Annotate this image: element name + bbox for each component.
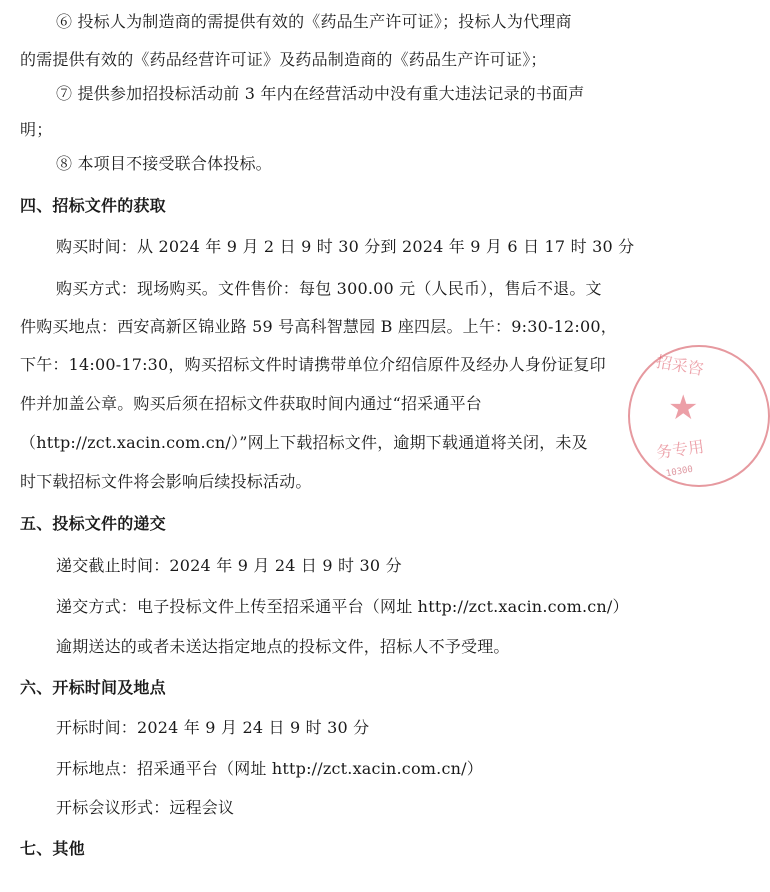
section-5-heading: 五、投标文件的递交 xyxy=(20,514,166,533)
purchase-method-line-1: 购买方式：现场购买。文件售价：每包 300.00 元（人民币），售后不退。文 xyxy=(56,279,602,298)
seal-code: 10300 xyxy=(665,464,694,480)
qualification-item-6-line-1: ⑥ 投标人为制造商的需提供有效的《药品生产许可证》；投标人为代理商 xyxy=(56,12,572,31)
late-submission-notice: 逾期送达的或者未送达指定地点的投标文件，招标人不予受理。 xyxy=(56,637,510,656)
seal-text-top: 招采咨 xyxy=(654,351,706,380)
qualification-item-8: ⑧ 本项目不接受联合体投标。 xyxy=(56,154,272,173)
submission-method: 递交方式：电子投标文件上传至招采通平台（网址 http://zct.xacin.com.cn/） xyxy=(56,597,629,616)
section-6-heading: 六、开标时间及地点 xyxy=(20,678,166,697)
section-4-heading: 四、招标文件的获取 xyxy=(20,196,166,215)
purchase-method-line-5: （http://zct.xacin.com.cn/）”网上下载招标文件，逾期下载通道将关闭，未及 xyxy=(20,433,588,452)
purchase-method-line-4: 件并加盖公章。购买后须在招标文件获取时间内通过“招采通平台 xyxy=(20,394,482,413)
purchase-time: 购买时间：从 2024 年 9 月 2 日 9 时 30 分到 2024 年 9 月 6 日 17 时 30 分 xyxy=(56,237,635,256)
official-seal xyxy=(628,345,770,487)
purchase-method-line-3: 下午：14:00-17:30，购买招标文件时请携带单位介绍信原件及经办人身份证复印 xyxy=(20,355,606,374)
qualification-item-7-line-2: 明； xyxy=(20,120,53,139)
section-7-heading: 七、其他 xyxy=(20,839,85,858)
opening-time: 开标时间：2024 年 9 月 24 日 9 时 30 分 xyxy=(56,718,370,737)
purchase-method-line-6: 时下载招标文件将会影响后续投标活动。 xyxy=(20,472,312,491)
seal-text-bottom: 务专用 xyxy=(655,436,706,463)
qualification-item-7-line-1: ⑦ 提供参加招投标活动前 3 年内在经营活动中没有重大违法记录的书面声 xyxy=(56,84,585,103)
seal-star-icon: ★ xyxy=(668,388,699,428)
qualification-item-6-line-2: 的需提供有效的《药品经营许可证》及药品制造商的《药品生产许可证》； xyxy=(20,50,547,69)
opening-location: 开标地点：招采通平台（网址 http://zct.xacin.com.cn/） xyxy=(56,759,483,778)
purchase-method-line-2: 件购买地点：西安高新区锦业路 59 号高科智慧园 B 座四层。上午：9:30-12:00， xyxy=(20,317,617,336)
submission-deadline: 递交截止时间：2024 年 9 月 24 日 9 时 30 分 xyxy=(56,556,402,575)
opening-format: 开标会议形式：远程会议 xyxy=(56,798,235,817)
